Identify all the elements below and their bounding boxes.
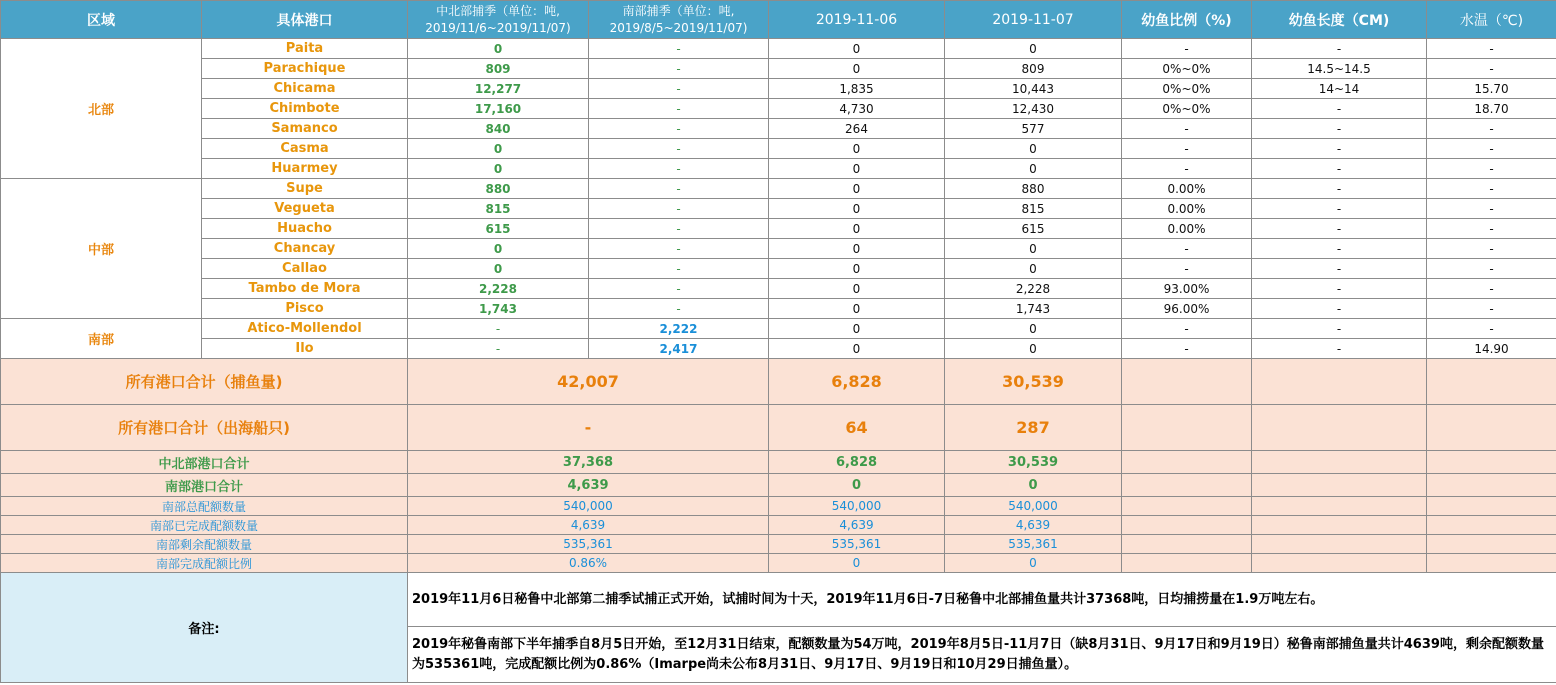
empty-cell [1122, 554, 1252, 573]
note-row-1 [1, 573, 1556, 627]
quota-value: 540,000 [408, 497, 769, 516]
remain-label: 南部剩余配额数量 [1, 535, 408, 554]
empty-cell [1252, 474, 1427, 497]
date1-value: 0 [769, 299, 945, 319]
south-total-label: 南部港口合计 [1, 474, 408, 497]
done-d2-value: 4,639 [945, 516, 1122, 535]
empty-cell [1427, 451, 1556, 474]
empty-cell [1427, 359, 1556, 405]
date1-value: 0 [769, 139, 945, 159]
juvenile-length-value: - [1252, 179, 1427, 199]
cn-season-value: - [408, 339, 589, 359]
port-name: Chancay [202, 239, 408, 259]
boats-total-value: - [408, 405, 769, 451]
cn-total-label: 中北部港口合计 [1, 451, 408, 474]
cn-season-value: 0 [408, 39, 589, 59]
juvenile-ratio-value: - [1122, 139, 1252, 159]
port-name: Supe [202, 179, 408, 199]
date1-value: 1,835 [769, 79, 945, 99]
juvenile-length-value: - [1252, 339, 1427, 359]
cn-season-value: 880 [408, 179, 589, 199]
juvenile-ratio-value: - [1122, 339, 1252, 359]
south-season-value: - [589, 239, 769, 259]
table-row [1, 239, 1556, 259]
done-label: 南部已完成配额数量 [1, 516, 408, 535]
juvenile-length-value: 14.5~14.5 [1252, 59, 1427, 79]
port-name: Callao [202, 259, 408, 279]
remain-d1-value: 535,361 [769, 535, 945, 554]
table-row [1, 339, 1556, 359]
juvenile-ratio-value: - [1122, 39, 1252, 59]
date2-value: 12,430 [945, 99, 1122, 119]
header-region: 区域 [1, 1, 202, 39]
date1-value: 4,730 [769, 99, 945, 119]
empty-cell [1252, 535, 1427, 554]
cn-total-value: 37,368 [408, 451, 769, 474]
empty-cell [1252, 359, 1427, 405]
table-row [1, 79, 1556, 99]
cn-season-value: 2,228 [408, 279, 589, 299]
port-name: Paita [202, 39, 408, 59]
done-d1-value: 4,639 [769, 516, 945, 535]
table-row [1, 299, 1556, 319]
table-row [1, 319, 1556, 339]
summary-row-south [1, 474, 1556, 497]
port-name: Tambo de Mora [202, 279, 408, 299]
juvenile-ratio-value: - [1122, 259, 1252, 279]
table-row [1, 219, 1556, 239]
juvenile-length-value: - [1252, 219, 1427, 239]
cn-season-value: 0 [408, 139, 589, 159]
date1-value: 0 [769, 319, 945, 339]
juvenile-length-value: - [1252, 39, 1427, 59]
date2-value: 0 [945, 159, 1122, 179]
date1-value: 0 [769, 59, 945, 79]
south-season-value: 2,417 [589, 339, 769, 359]
port-name: Casma [202, 139, 408, 159]
empty-cell [1427, 405, 1556, 451]
juvenile-ratio-value: 93.00% [1122, 279, 1252, 299]
south-season-value: - [589, 119, 769, 139]
empty-cell [1252, 497, 1427, 516]
juvenile-length-value: - [1252, 239, 1427, 259]
cn-season-value: 0 [408, 259, 589, 279]
date1-value: 0 [769, 339, 945, 359]
region-north: 北部 [1, 39, 202, 179]
juvenile-ratio-value: 0%~0% [1122, 99, 1252, 119]
summary-row-cn [1, 451, 1556, 474]
south-season-value: - [589, 99, 769, 119]
boats-d1-value: 64 [769, 405, 945, 451]
table-row [1, 279, 1556, 299]
cn-season-value: 840 [408, 119, 589, 139]
date2-value: 0 [945, 139, 1122, 159]
date2-value: 0 [945, 239, 1122, 259]
empty-cell [1427, 554, 1556, 573]
juvenile-ratio-value: 0%~0% [1122, 79, 1252, 99]
port-name: Atico-Mollendol [202, 319, 408, 339]
table-row [1, 139, 1556, 159]
water-temp-value: - [1427, 259, 1556, 279]
water-temp-value: - [1427, 59, 1556, 79]
region-south: 南部 [1, 319, 202, 359]
date2-value: 10,443 [945, 79, 1122, 99]
south-season-value: - [589, 79, 769, 99]
empty-cell [1252, 554, 1427, 573]
empty-cell [1122, 516, 1252, 535]
cn-season-value: 0 [408, 239, 589, 259]
boats-d2-value: 287 [945, 405, 1122, 451]
empty-cell [1122, 451, 1252, 474]
juvenile-length-value: - [1252, 279, 1427, 299]
date1-value: 0 [769, 239, 945, 259]
date1-value: 0 [769, 279, 945, 299]
summary-row-ratio [1, 554, 1556, 573]
juvenile-length-value: - [1252, 299, 1427, 319]
cn-season-value: 12,277 [408, 79, 589, 99]
quota-label: 南部总配额数量 [1, 497, 408, 516]
juvenile-ratio-value: 96.00% [1122, 299, 1252, 319]
summary-row-boats [1, 405, 1556, 451]
water-temp-value: - [1427, 199, 1556, 219]
header-water-temp: 水温（℃) [1427, 1, 1556, 39]
header-juvenile-ratio: 幼鱼比例（%) [1122, 1, 1252, 39]
date1-value: 0 [769, 39, 945, 59]
empty-cell [1252, 516, 1427, 535]
juvenile-ratio-value: 0.00% [1122, 199, 1252, 219]
remain-d2-value: 535,361 [945, 535, 1122, 554]
table-row [1, 119, 1556, 139]
date2-value: 615 [945, 219, 1122, 239]
date1-value: 0 [769, 199, 945, 219]
empty-cell [1122, 359, 1252, 405]
header-port: 具体港口 [202, 1, 408, 39]
notes-label: 备注: [1, 573, 408, 683]
empty-cell [1427, 497, 1556, 516]
note-2: 2019年秘鲁南部下半年捕季自8月5日开始，至12月31日结束，配额数量为54万吨，2019年8月5日-11月7日（缺8月31日、9月17日和9月19日）秘鲁南部捕鱼量共计4639吨，剩余配额数量为535361吨，完成配额比例为0.86%（Imarpe尚未公布8月31日、9月17日、9月19日和10月29日捕鱼量）。 [408, 627, 1556, 683]
empty-cell [1427, 516, 1556, 535]
table-row [1, 59, 1556, 79]
summary-row-catch [1, 359, 1556, 405]
water-temp-value: - [1427, 319, 1556, 339]
south-season-value: - [589, 59, 769, 79]
juvenile-ratio-value: 0.00% [1122, 219, 1252, 239]
ratio-d2-value: 0 [945, 554, 1122, 573]
south-season-value: - [589, 139, 769, 159]
south-d2-value: 0 [945, 474, 1122, 497]
cn-season-value: 815 [408, 199, 589, 219]
empty-cell [1122, 474, 1252, 497]
south-season-value: - [589, 179, 769, 199]
header-juvenile-length: 幼鱼长度（CM) [1252, 1, 1427, 39]
catch-total-label: 所有港口合计（捕鱼量) [1, 359, 408, 405]
cn-season-value: 1,743 [408, 299, 589, 319]
catch-total-value: 42,007 [408, 359, 769, 405]
water-temp-value: - [1427, 179, 1556, 199]
cn-d1-value: 6,828 [769, 451, 945, 474]
juvenile-ratio-value: 0.00% [1122, 179, 1252, 199]
table-row [1, 199, 1556, 219]
date1-value: 0 [769, 179, 945, 199]
header-cn-season: 中北部捕季（单位：吨, 2019/11/6~2019/11/07) [408, 1, 589, 39]
empty-cell [1122, 405, 1252, 451]
juvenile-length-value: - [1252, 99, 1427, 119]
juvenile-length-value: - [1252, 119, 1427, 139]
quota-d1-value: 540,000 [769, 497, 945, 516]
header-date1: 2019-11-06 [769, 1, 945, 39]
date2-value: 809 [945, 59, 1122, 79]
cn-season-value: 17,160 [408, 99, 589, 119]
ratio-d1-value: 0 [769, 554, 945, 573]
boats-total-label: 所有港口合计（出海船只) [1, 405, 408, 451]
catch-d2-value: 30,539 [945, 359, 1122, 405]
header-row [1, 1, 1556, 39]
port-name: Huarmey [202, 159, 408, 179]
south-season-value: 2,222 [589, 319, 769, 339]
port-name: Chimbote [202, 99, 408, 119]
water-temp-value: - [1427, 279, 1556, 299]
juvenile-ratio-value: - [1122, 119, 1252, 139]
date1-value: 0 [769, 259, 945, 279]
summary-row-quota [1, 497, 1556, 516]
south-d1-value: 0 [769, 474, 945, 497]
water-temp-value: - [1427, 139, 1556, 159]
empty-cell [1427, 535, 1556, 554]
juvenile-ratio-value: - [1122, 159, 1252, 179]
cn-season-value: - [408, 319, 589, 339]
water-temp-value: - [1427, 219, 1556, 239]
cn-season-value: 809 [408, 59, 589, 79]
date2-value: 0 [945, 39, 1122, 59]
date2-value: 1,743 [945, 299, 1122, 319]
south-season-value: - [589, 199, 769, 219]
water-temp-value: - [1427, 239, 1556, 259]
summary-row-remain [1, 535, 1556, 554]
summary-row-done [1, 516, 1556, 535]
table-row [1, 179, 1556, 199]
table-row [1, 159, 1556, 179]
south-season-value: - [589, 219, 769, 239]
cn-season-value: 0 [408, 159, 589, 179]
juvenile-length-value: - [1252, 199, 1427, 219]
table-row [1, 99, 1556, 119]
ratio-value: 0.86% [408, 554, 769, 573]
juvenile-ratio-value: 0%~0% [1122, 59, 1252, 79]
south-season-value: - [589, 159, 769, 179]
port-name: Chicama [202, 79, 408, 99]
south-season-value: - [589, 299, 769, 319]
cn-d2-value: 30,539 [945, 451, 1122, 474]
note-1: 2019年11月6日秘鲁中北部第二捕季试捕正式开始，试捕时间为十天，2019年11月6日-7日秘鲁中北部捕鱼量共计37368吨，日均捕捞量在1.9万吨左右。 [408, 573, 1556, 627]
water-temp-value: - [1427, 299, 1556, 319]
port-name: Samanco [202, 119, 408, 139]
date2-value: 2,228 [945, 279, 1122, 299]
cn-season-value: 615 [408, 219, 589, 239]
date2-value: 0 [945, 259, 1122, 279]
date2-value: 0 [945, 339, 1122, 359]
port-name: Parachique [202, 59, 408, 79]
water-temp-value: - [1427, 119, 1556, 139]
juvenile-length-value: 14~14 [1252, 79, 1427, 99]
catch-d1-value: 6,828 [769, 359, 945, 405]
port-name: Pisco [202, 299, 408, 319]
empty-cell [1122, 497, 1252, 516]
port-name: Vegueta [202, 199, 408, 219]
header-s-season: 南部捕季（单位：吨, 2019/8/5~2019/11/07) [589, 1, 769, 39]
date1-value: 0 [769, 219, 945, 239]
remain-value: 535,361 [408, 535, 769, 554]
date2-value: 815 [945, 199, 1122, 219]
empty-cell [1427, 474, 1556, 497]
date1-value: 0 [769, 159, 945, 179]
header-date2: 2019-11-07 [945, 1, 1122, 39]
empty-cell [1122, 535, 1252, 554]
date2-value: 880 [945, 179, 1122, 199]
empty-cell [1252, 405, 1427, 451]
date1-value: 264 [769, 119, 945, 139]
south-season-value: - [589, 259, 769, 279]
table-row [1, 259, 1556, 279]
date2-value: 0 [945, 319, 1122, 339]
south-season-value: - [589, 279, 769, 299]
south-season-value: - [589, 39, 769, 59]
juvenile-length-value: - [1252, 319, 1427, 339]
south-total-value: 4,639 [408, 474, 769, 497]
water-temp-value: 14.90 [1427, 339, 1556, 359]
ratio-label: 南部完成配额比例 [1, 554, 408, 573]
date2-value: 577 [945, 119, 1122, 139]
juvenile-length-value: - [1252, 259, 1427, 279]
empty-cell [1252, 451, 1427, 474]
juvenile-length-value: - [1252, 159, 1427, 179]
port-name: Huacho [202, 219, 408, 239]
done-value: 4,639 [408, 516, 769, 535]
water-temp-value: - [1427, 159, 1556, 179]
region-central: 中部 [1, 179, 202, 319]
juvenile-ratio-value: - [1122, 319, 1252, 339]
table-row [1, 39, 1556, 59]
juvenile-length-value: - [1252, 139, 1427, 159]
port-name: Ilo [202, 339, 408, 359]
water-temp-value: 18.70 [1427, 99, 1556, 119]
quota-d2-value: 540,000 [945, 497, 1122, 516]
juvenile-ratio-value: - [1122, 239, 1252, 259]
water-temp-value: 15.70 [1427, 79, 1556, 99]
water-temp-value: - [1427, 39, 1556, 59]
